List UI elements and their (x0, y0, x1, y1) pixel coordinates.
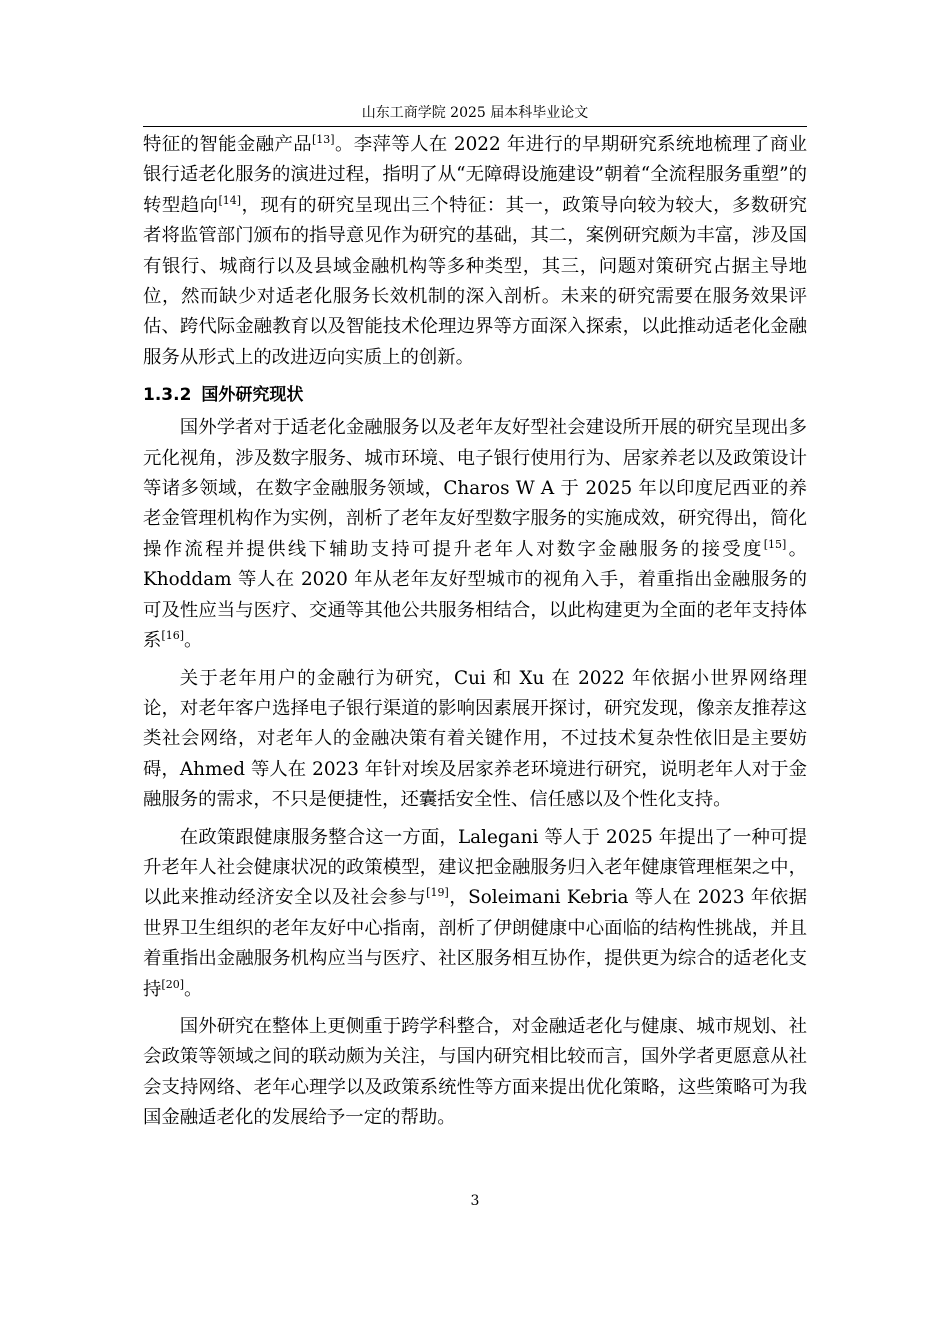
text-run: 关于老年用户的金融行为研究，Cui 和 Xu 在 2022 年依据小世界网络理论，对老年客户选择电子银行渠道的影响因素展开探讨，研究发现，像亲友推荐这类社会网络，对老年人的金融决策有着关键作用，不过技术复杂性依旧是主要妨碍，Ahmed 等人在 2023 年针对埃及居家养老环境进行研究，说明老年人对于金融服务的需求，不只是便捷性，还囊括安全性、信任感以及个性化支持。 (143, 667, 807, 811)
body-text (143, 130, 807, 1141)
text-run: 国外研究在整体上更侧重于跨学科整合，对金融适老化与健康、城市规划、社会政策等领域之间的联动颇为关注，与国内研究相比较而言，国外学者更愿意从社会支持网络、老年心理学以及政策系统性等方面来提出优化策略，这些策略可为我国金融适老化的发展给予一定的帮助。 (143, 1015, 807, 1129)
citation-marker: [13] (312, 132, 335, 146)
citation-marker: [16] (161, 628, 184, 642)
citation-marker: [20] (161, 977, 184, 991)
header-rule (143, 126, 807, 127)
paragraph-group-foreign-research (143, 413, 807, 1133)
text-run: 在政策跟健康服务整合这一方面，Lalegani 等人于 2025 年提出了一种可提升老年人社会健康状况的政策模型，建议把金融服务归入老年健康管理框架之中，以此来推动经济安全以及社会参与 (143, 826, 807, 909)
citation-marker: [15] (763, 537, 787, 551)
section-title: 国外研究现状 (201, 385, 304, 406)
paragraph (143, 1012, 807, 1134)
paragraph (143, 823, 807, 1005)
section-heading (143, 380, 807, 410)
text-run: ，现有的研究呈现出三个特征：其一，政策导向较为较大，多数研究者将监管部门颁布的指导意见作为研究的基础，其二，案例研究颇为丰富，涉及国有银行、城商行以及县域金融机构等多种类型，其三，问题对策研究占据主导地位，然而缺少对适老化服务长效机制的深入剖析。未来的研究需要在服务效果评估、跨代际金融教育以及智能技术伦理边界等方面深入探索，以此推动适老化金融服务从形式上的改进迈向实质上的创新。 (143, 194, 807, 368)
paragraph (143, 130, 807, 373)
header-title: 山东工商学院 2025 届本科毕业论文 (361, 105, 589, 121)
paragraph-group-intro (143, 130, 807, 373)
text-run: 国外学者对于适老化金融服务以及老年友好型社会建设所开展的研究呈现出多元化视角，涉及数字服务、城市环境、电子银行使用行为、居家养老以及政策设计等诸多领域，在数字金融服务领域，Charos W A 于 2025 年以印度尼西亚的养老金管理机构作为实例，剖析了老年友好型数字服务的实施成效，研究得出，简化操作流程并提供线下辅助支持可提升老年人对数字金融服务的接受度 (143, 417, 807, 560)
citation-marker: [14] (218, 193, 242, 207)
text-run: 特征的智能金融产品 (143, 134, 313, 155)
text-run: 。Khoddam 等人在 2020 年从老年友好型城市的视角入手，着重指出金融服务的可及性应当与医疗、交通等其他公共服务相结合，以此构建更为全面的老年支持体系 (143, 538, 807, 652)
text-run: 。 (184, 630, 203, 652)
paragraph (143, 413, 807, 656)
paragraph (143, 664, 807, 816)
section-number: 1.3.2 (143, 385, 192, 406)
page-number: 3 (470, 1193, 480, 1209)
citation-marker: [19] (426, 886, 449, 900)
text-run: 。李萍等人在 2022 年进行的早期研究系统地梳理了商业银行适老化服务的演进过程，指明了从“无障碍设施建设”朝着“全流程服务重塑”的转型趋向 (143, 134, 807, 216)
text-run: ，Soleimani Kebria 等人在 2023 年依据世界卫生组织的老年友好中心指南，剖析了伊朗健康中心面临的结构性挑战，并且着重指出金融服务机构应当与医疗、社区服务相互协作，提供更为综合的适老化支持 (143, 887, 807, 1000)
text-run: 。 (184, 978, 203, 1000)
